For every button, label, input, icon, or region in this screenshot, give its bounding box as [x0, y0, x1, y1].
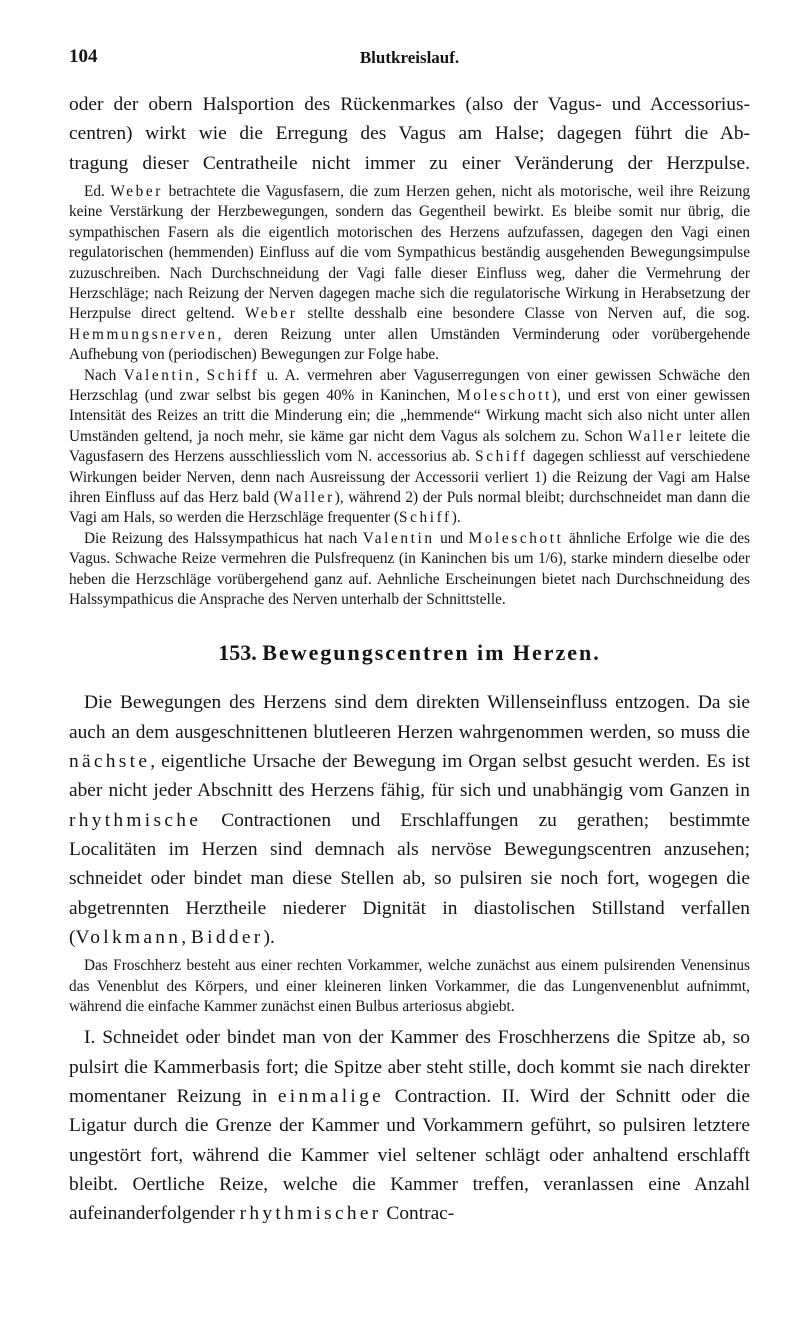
author-name: Schiff — [206, 366, 260, 384]
emphasized-term: rhythmischer — [239, 1203, 382, 1225]
emphasized-term: nächste — [69, 751, 151, 773]
note-paragraph-froschherz: Das Froschherz besteht aus einer rechten Vorkammer, welche zunächst aus einem pulsirenden Venensinus das Venenblut des Körpers, und einer kleineren linken Vorkammer, die das Lungenvenenblut aufnimmt, während die einfache Kammer zunächst einen Bulbus arteriosus abgiebt. — [69, 957, 750, 1015]
section-heading — [69, 640, 750, 666]
text-run: Die Reizung des Halssympathicus hat nach — [84, 529, 363, 547]
text-run: , — [181, 926, 191, 948]
text-run: I. Schneidet oder bindet man von der Kammer des Froschherzens die Spitze ab, so pulsirt die Kammerbasis fort; die Spitze aber steht stille, doch kommt sie nach direkter momentaner Reizung in — [69, 1027, 750, 1107]
text-line: centren) wirkt wie die Erregung des Vagus am Halse; dagegen führt die Ab- — [69, 123, 750, 145]
running-title: Blutkreislauf. — [359, 48, 460, 67]
text-run: u. A. vermehren aber Vaguserregungen von einer gewissen Schwäche den Herzschlag (und zwar selbst bis gegen 40% in Kaninchen, — [69, 366, 750, 404]
emphasized-term: rhythmische — [69, 809, 202, 831]
author-name: Moleschott — [468, 529, 564, 547]
author-name: Volkmann — [75, 926, 182, 948]
main-paragraph — [69, 688, 750, 952]
note-block-vagus — [69, 182, 750, 611]
text-run: Contraction. II. Wird der Schnitt oder die Ligatur durch die Grenze der Kammer und Vorkammern geführt, so pulsiren letztere ungestört fort, während die Kammer viel seltener schlägt oder anhaltend erschlafft bleibt. Oertliche Reize, welche die Kammer treffen, veranlassen eine Anzahl aufeinanderfolgender — [69, 1085, 750, 1225]
text-run: und — [434, 529, 469, 547]
author-name: Valentin — [362, 529, 435, 547]
text-run: Contractionen und Erschlaffungen zu gerathen; bestimmte Localitäten im Herzen sind demnach als nervöse Bewegungscentren anzusehen; schneidet oder bindet man diese Stellen ab, so pulsiren sie noch fort, wogegen die abgetrennten Herztheile niederer Dignität in diastolischen Stillstand verfallen ( — [69, 809, 750, 948]
section-number: 153. — [218, 640, 257, 666]
text-run: ). — [451, 509, 461, 527]
author-name: Waller — [627, 427, 684, 445]
author-name: Weber — [110, 182, 163, 200]
fraction: 1/6 — [538, 550, 558, 568]
note-paragraph — [69, 182, 750, 366]
text-run: dagegen schliesst auf verschiedene Wirkungen beider Nerven, denn nach Ausreissung der Accessorii verliert 1) die Reizung der Vagi am Halse ihren Einfluss auf das Herz bald ( — [69, 448, 750, 506]
text-run: ), starke mindern dieselbe oder heben die Herzschläge vorübergehend ganz auf. Aehnliche Erscheinungen bietet nach Durchschneidung des Halssympathicus die Ansprache des Nerven unterhalb der Schnittstelle. — [69, 550, 751, 609]
text-run: Contrac- — [381, 1203, 455, 1225]
text-line: tragung dieser Centratheile nicht immer zu einer Veränderung der Herzpulse. — [69, 152, 750, 174]
note-paragraph — [69, 529, 750, 611]
author-name: Waller — [278, 488, 335, 506]
text-run: ). — [263, 926, 275, 948]
text-run: , deren Reizung unter allen Umständen Verminderung oder vorübergehende Aufhebung von (periodischen) Bewegungen zur Folge habe. — [69, 325, 750, 364]
author-name: Schiff — [399, 509, 452, 527]
text-run: leitete die Vagusfasern des Herzens ausschliesslich vom N. accessorius ab. — [69, 427, 750, 466]
emphasized-term: einmalige — [277, 1085, 385, 1107]
text-run: ), während 2) der Puls normal bleibt; durchschneidet man dann die Vagi am Hals, so werden die Herzschläge frequenter ( — [69, 488, 750, 527]
text-run: , eigentliche Ursache der Bewegung im Organ selbst gesucht werden. Es ist aber nicht jeder Abschnitt des Herzens fähig, für sich und unabhängig vom Ganzen in — [69, 751, 750, 802]
author-name: Weber — [244, 305, 298, 323]
main-paragraph — [69, 1023, 750, 1228]
text-run: stellte desshalb eine besondere Classe von Nerven auf, die sog. — [297, 305, 750, 323]
note-paragraph — [69, 366, 750, 529]
text-run: , — [195, 366, 207, 384]
text-run: Die Bewegungen des Herzens sind dem direkten Willenseinfluss entzogen. Da sie auch an dem ausgeschnittenen blutleeren Herzen wahrgenommen werden, so muss die — [69, 692, 750, 743]
author-name: Bidder — [190, 926, 264, 948]
author-name: Valentin — [123, 366, 196, 384]
text-line: oder der obern Halsportion des Rückenmarkes (also der Vagus- und Accessorius- — [69, 94, 750, 115]
author-name: Schiff — [475, 448, 528, 466]
text-run: Ed. — [84, 182, 111, 200]
page-number: 104 — [69, 46, 98, 67]
text-run: ähnliche Erfolge wie die des Vagus. Schwache Reize vermehren die Pulsfrequenz (in Kaninchen bis um — [69, 529, 751, 568]
emphasized-term: Hemmungsnerven — [69, 325, 218, 343]
page-header — [69, 46, 750, 72]
author-name: Moleschott — [457, 386, 552, 404]
text-run: Nach — [84, 366, 124, 384]
text-run: ), und erst von einer gewissen Intensität des Reizes an tritt die Minderung ein; die „hemmende“ Wirkung macht sich also nicht unter allen Umständen geltend, ja noch mehr, sie käme gar nicht dem Vagus als solchem zu. Schon — [69, 386, 750, 445]
text-run: betrachtete die Vagusfasern, die zum Herzen gehen, nicht als motorische, weil ihre Reizung keine Verstärkung der Herzbewegungen, sondern das Gegentheil bewirkt. Es bleibe somit nur übrig, die sympathischen Fasern als die eigentlich motorischen des Herzens aufzufassen, dagegen den Vagi einen regulatorischen (hemmenden) Einfluss auf die vom Sympathicus beständig ausgehenden Bewegungsimpulse zuzuschreiben. Nach Durchschneidung der Vagi falle dieser Einfluss weg, daher die Vermehrung der Herzschläge; nach Reizung der Nerven dagegen mache sich die regulatorische Wirkung in Herabsetzung der Herzpulse direct geltend. — [69, 182, 750, 323]
top-paragraph — [69, 90, 750, 178]
section-title: Bewegungscentren im Herzen. — [262, 640, 601, 666]
